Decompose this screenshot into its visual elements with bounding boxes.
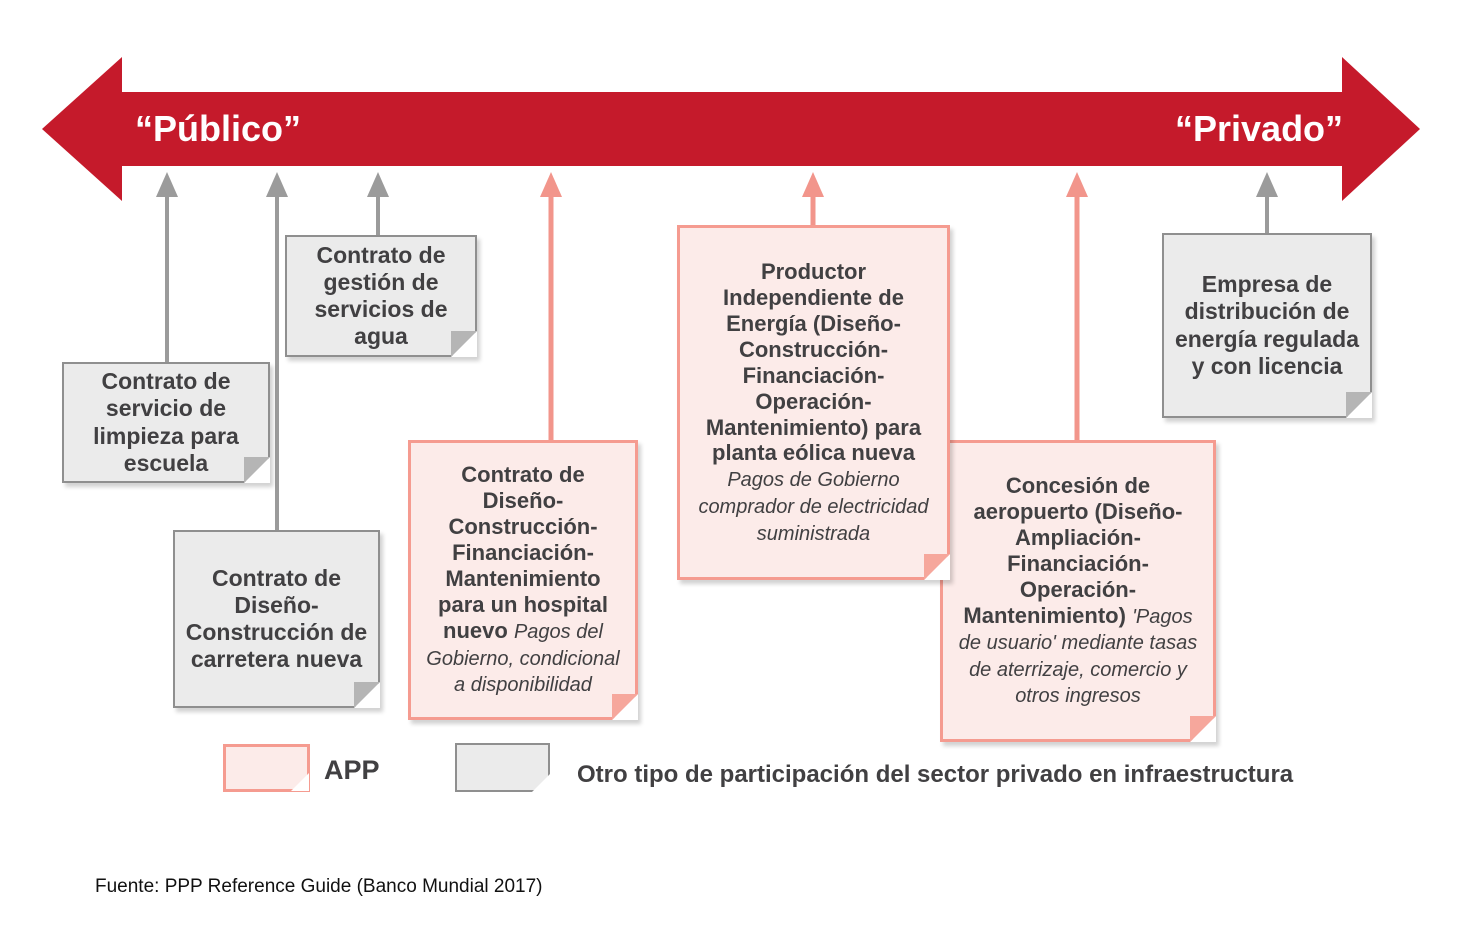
- axis-label-publico: “Público”: [135, 108, 302, 149]
- folded-corner-icon: [924, 554, 950, 580]
- connector-arrowhead-concesion-aeropuerto: [1066, 172, 1088, 197]
- note-payment: Pagos de Gobierno comprador de electricidad suministrada: [698, 469, 929, 545]
- folded-corner-icon: [354, 682, 380, 708]
- connector-arrowhead-productor-independiente-energia: [802, 172, 824, 197]
- folded-corner-icon: [532, 774, 550, 792]
- note-label: Productor Independiente de Energía (Diseño-Construcción-Financiación-Operación-Mantenimiento) para planta eólica nueva: [705, 258, 922, 466]
- legend-label-other: Otro tipo de participación del sector privado en infraestructura: [577, 761, 1294, 788]
- source-citation: Fuente: PPP Reference Guide (Banco Mundial 2017): [95, 876, 543, 897]
- note-contrato-carretera-nueva: [173, 530, 380, 708]
- note-label: Contrato de gestión de servicios de agua: [314, 241, 448, 350]
- folded-corner-icon: [244, 457, 270, 483]
- connector-arrowhead-empresa-distribucion-energia: [1256, 172, 1278, 197]
- note-label: Contrato de Diseño-Construcción-Financiación-Mantenimiento para un hospital nuevo: [438, 462, 608, 643]
- note-label: Contrato de servicio de limpieza para escuela: [93, 368, 239, 476]
- axis-label-privado: “Privado”: [1175, 108, 1344, 149]
- legend-label-app: APP: [324, 755, 380, 785]
- folded-corner-icon: [1346, 392, 1372, 418]
- note-label: Concesión de aeropuerto (Diseño-Ampliación-Financiación-Operación-Mantenimiento): [963, 472, 1183, 628]
- folded-corner-icon: [291, 773, 309, 791]
- legend-swatch-app: [223, 744, 310, 792]
- note-label: Contrato de Diseño-Construcción de carretera nueva: [185, 564, 368, 673]
- note-payment: Pagos del Gobierno, condicional a disponibilidad: [426, 620, 620, 697]
- connector-arrowhead-contrato-hospital-nuevo: [540, 172, 562, 197]
- note-contrato-limpieza-escuela: [62, 362, 270, 483]
- folded-corner-icon: [451, 331, 477, 357]
- legend-swatch-other: [455, 743, 550, 792]
- note-productor-independiente-energia: [677, 225, 950, 580]
- note-label: Empresa de distribución de energía regulada y con licencia: [1174, 271, 1360, 379]
- connector-arrowhead-contrato-gestion-agua: [367, 172, 389, 197]
- folded-corner-icon: [1190, 716, 1216, 742]
- note-contrato-gestion-agua: [285, 235, 477, 357]
- connector-arrowhead-contrato-carretera-nueva: [266, 172, 288, 197]
- note-empresa-distribucion-energia: [1162, 233, 1372, 418]
- folded-corner-icon: [612, 694, 638, 720]
- note-concesion-aeropuerto: [940, 440, 1216, 742]
- note-payment: 'Pagos de usuario' mediante tasas de aterrizaje, comercio y otros ingresos: [958, 605, 1198, 708]
- connector-arrowhead-contrato-limpieza-escuela: [156, 172, 178, 197]
- note-contrato-hospital-nuevo: [408, 440, 638, 720]
